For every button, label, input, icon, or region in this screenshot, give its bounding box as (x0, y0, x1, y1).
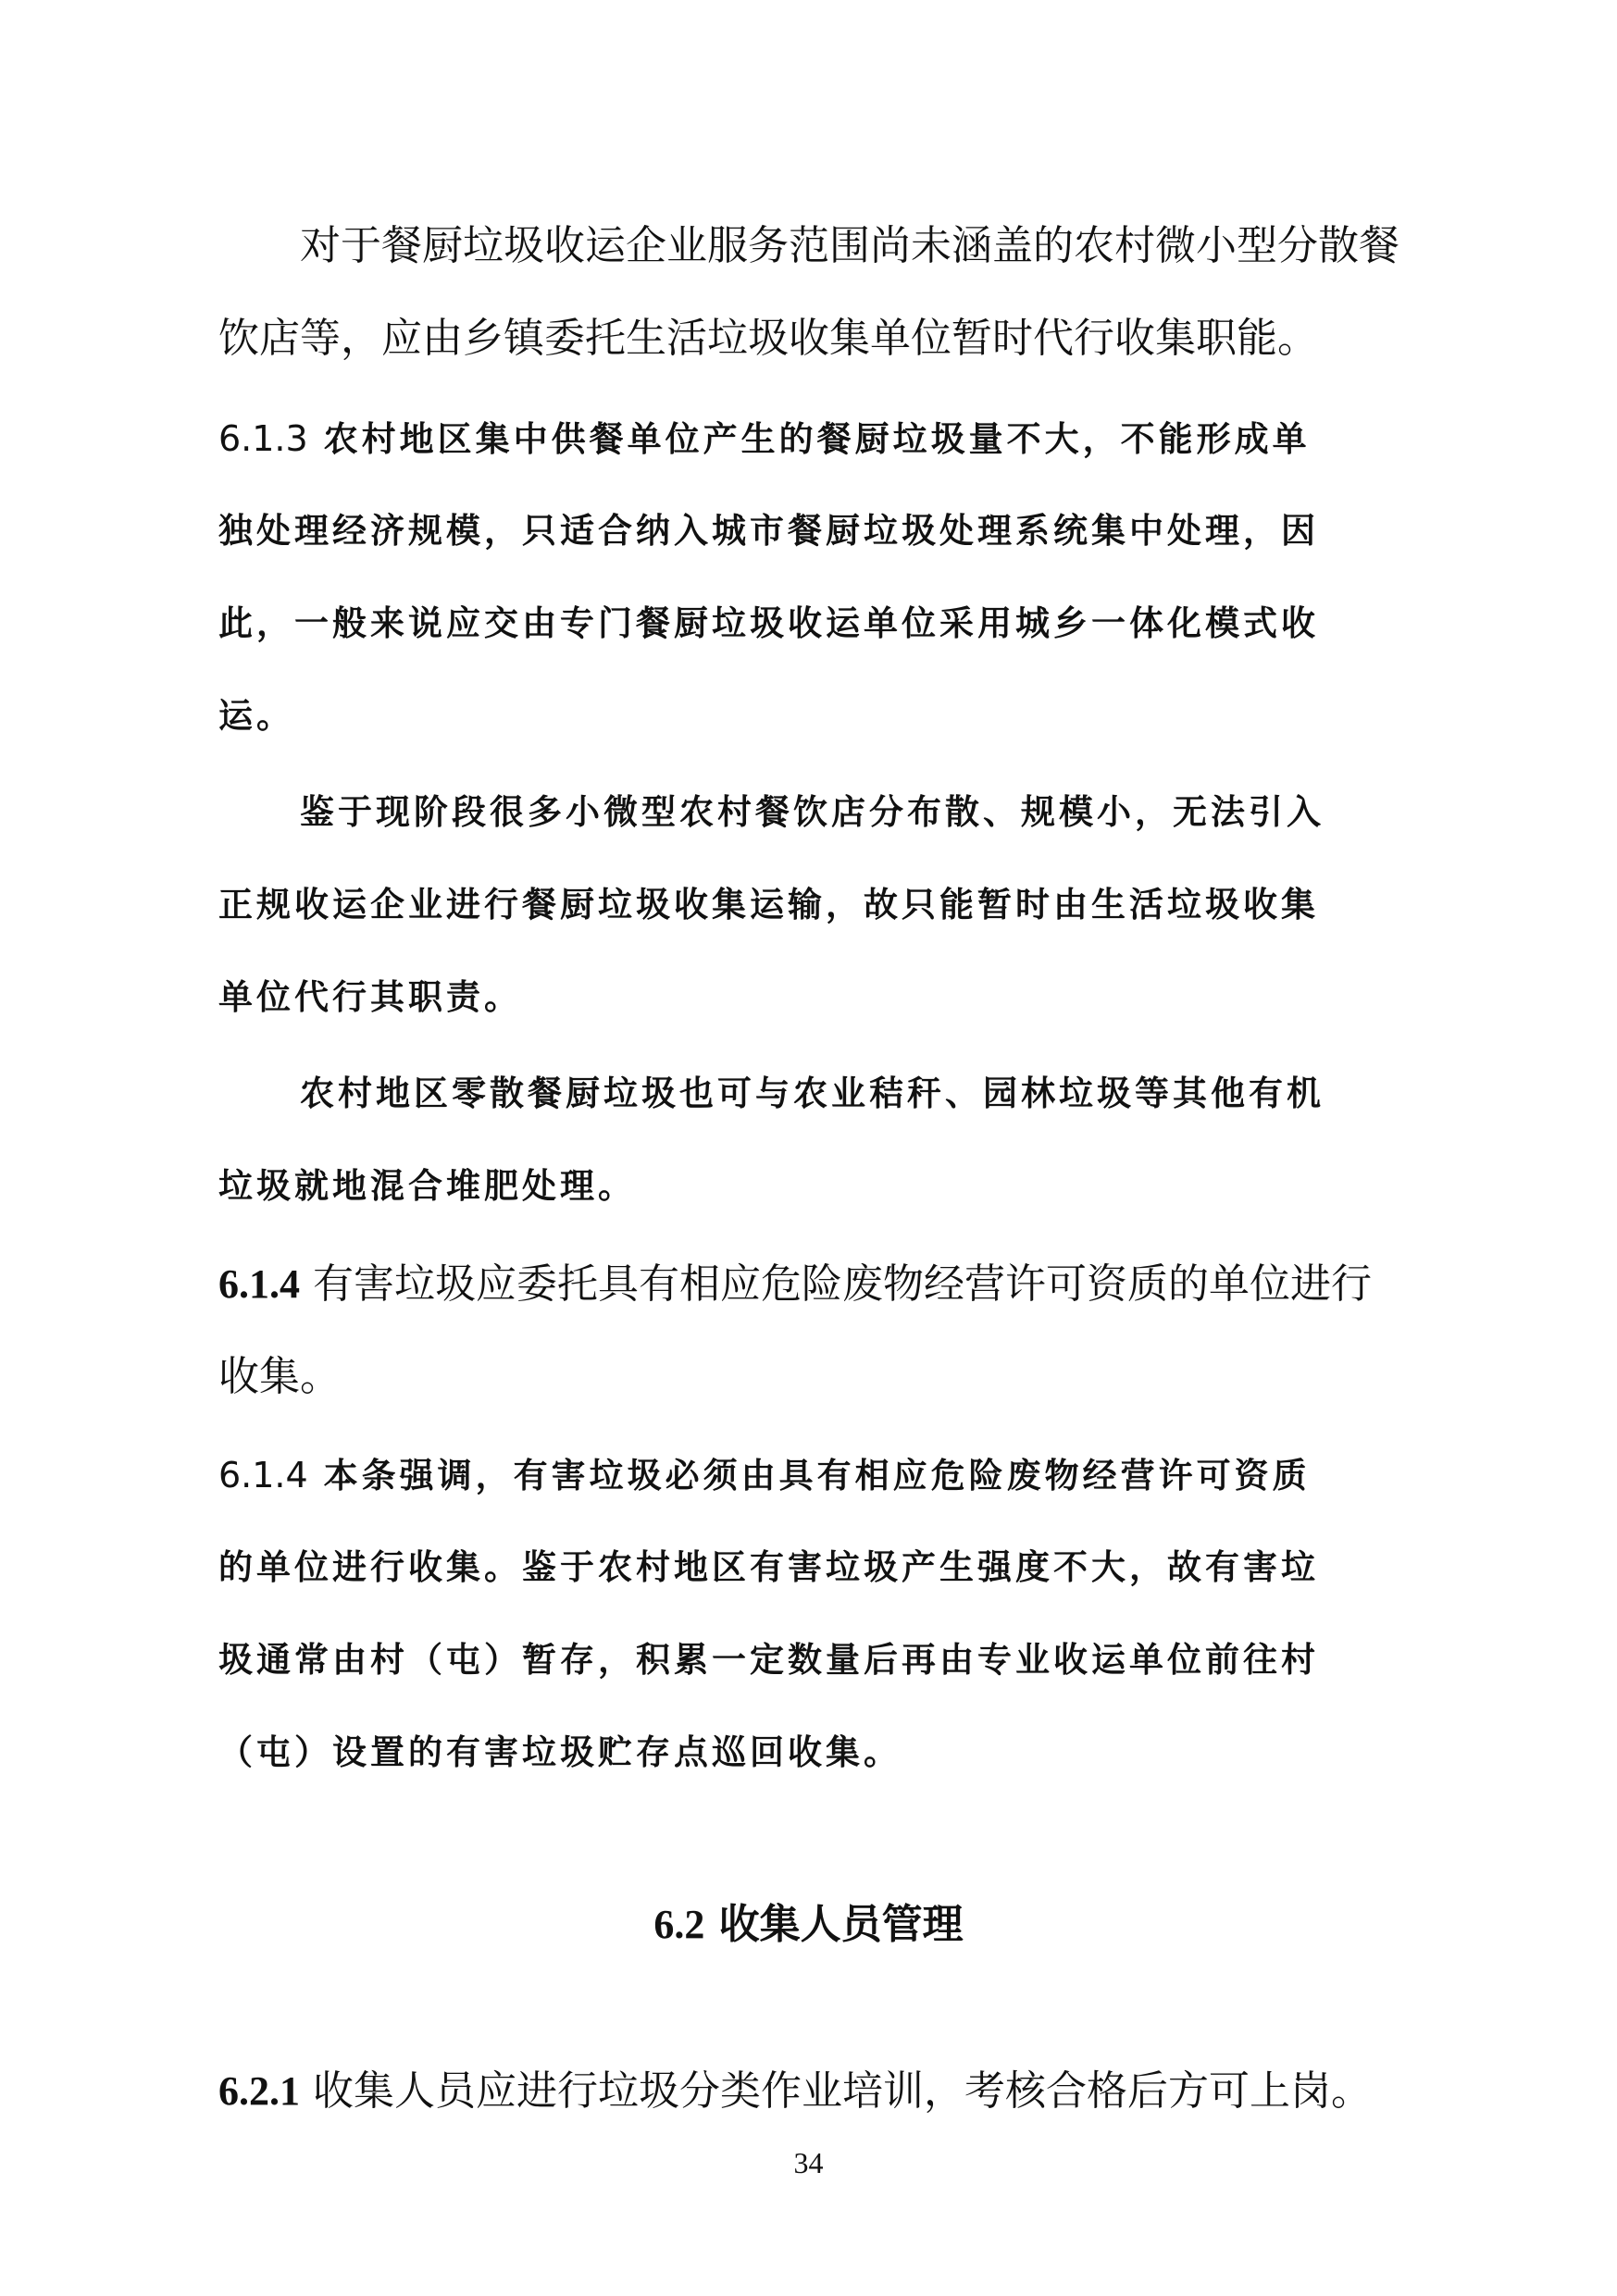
commentary-line (218, 1160, 1403, 1212)
clause-line (218, 1259, 1403, 1310)
clause-number: 6.2.1 (218, 2068, 300, 2114)
commentary-line (218, 1542, 1403, 1594)
clause-text: 收集人员应进行垃圾分类作业培训，考核合格后方可上岗。 (313, 2067, 1372, 2115)
section-title: 收集人员管理 (718, 1901, 964, 1948)
paragraph-text: 对于餐厨垃圾收运企业服务范围尚未涵盖的农村微小型分散餐 (300, 222, 1399, 269)
clause-number: 6.1.4 (218, 1455, 308, 1496)
commentary-text: 独处理经济规模，只适合纳入城市餐厨垃圾处理系统集中处理，因 (218, 511, 1319, 551)
paragraph-line (300, 220, 1485, 272)
commentary-line (218, 413, 1403, 465)
paragraph-text: 饮店等，应由乡镇委托生活垃圾收集单位暂时代行收集职能。 (218, 315, 1318, 362)
commentary-text: 运。 (218, 696, 294, 736)
commentary-text: 本条强调，有害垃圾必须由具有相应危险废物经营许可资质 (323, 1456, 1311, 1496)
commentary-line (218, 879, 1403, 931)
commentary-text: （屯）设置的有害垃圾贮存点巡回收集。 (218, 1732, 902, 1772)
commentary-text: 的单位进行收集。鉴于农村地区有害垃圾产生强度不大，故有害垃 (218, 1547, 1319, 1587)
clause-line (218, 2066, 1403, 2117)
commentary-line (218, 1449, 1403, 1502)
clause-text: 有害垃圾应委托具有相应危险废物经营许可资质的单位进行 (313, 1260, 1372, 1308)
section-heading (0, 1899, 1617, 1951)
commentary-text: 农村地区集中供餐单位产生的餐厨垃圾量不大，不能形成单 (323, 419, 1311, 459)
paragraph-line (218, 313, 1403, 365)
page-number: 34 (793, 2146, 824, 2179)
clause-number: 6.1.3 (218, 418, 308, 459)
commentary-text: 垃圾就地混合堆肥处理。 (218, 1166, 636, 1206)
section-number: 6.2 (653, 1902, 705, 1947)
commentary-text: 农村地区零散餐厨垃圾也可与农业秸秆、园林垃圾等其他有机 (300, 1074, 1325, 1113)
commentary-text: 圾通常由村（屯）暂存，积累一定数量后再由专业收运单位前往村 (218, 1640, 1319, 1680)
clause-text: 收集。 (218, 1353, 341, 1400)
commentary-line (300, 1068, 1485, 1120)
commentary-line (218, 598, 1403, 650)
commentary-text: 此，一般来说应交由专门餐厨垃圾收运单位采用城乡一体化模式收 (218, 603, 1319, 643)
commentary-line (218, 1634, 1403, 1686)
clause-number: 6.1.4 (218, 1261, 300, 1307)
commentary-line (218, 972, 1403, 1024)
commentary-text: 正规收运企业进行餐厨垃圾收集运输，故只能暂时由生活垃圾收集 (218, 885, 1319, 925)
commentary-line (218, 505, 1403, 557)
commentary-text: 单位代行其职责。 (218, 977, 522, 1017)
commentary-line (218, 690, 1403, 742)
commentary-line (300, 787, 1485, 838)
clause-line (218, 1351, 1403, 1403)
commentary-line (218, 1727, 1403, 1779)
commentary-text: 鉴于现阶段很多小微型农村餐饮店分布散、规模小，无法引入 (300, 792, 1325, 832)
